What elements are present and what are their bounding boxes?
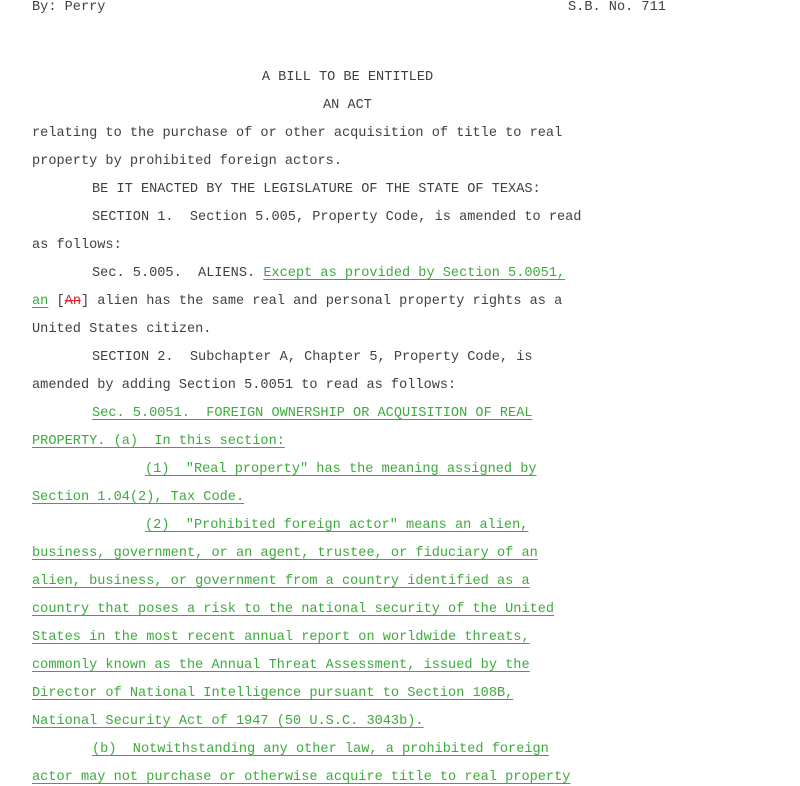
new-text-line: Section 1.04(2), Tax Code. bbox=[32, 490, 245, 505]
new-text-line: (b) Notwithstanding any other law, a prohibited foreign bbox=[92, 742, 549, 757]
act-title: AN ACT bbox=[323, 98, 372, 113]
new-text-line: country that poses a risk to the national security of the United bbox=[32, 602, 555, 617]
new-text-line: (1) "Real property" has the meaning assigned by bbox=[145, 462, 537, 477]
new-text-line: Sec. 5.0051. FOREIGN OWNERSHIP OR ACQUISITION OF REAL bbox=[92, 406, 533, 421]
enacting-clause: BE IT ENACTED BY THE LEGISLATURE OF THE STATE OF TEXAS: bbox=[92, 182, 541, 197]
new-text-line: commonly known as the Annual Threat Assessment, issued by the bbox=[32, 658, 530, 673]
section1-intro-line-1: SECTION 1. Section 5.005, Property Code, is amended to read bbox=[92, 210, 582, 225]
sec-5005-line-2 bbox=[32, 294, 562, 310]
new-text-line: States in the most recent annual report on worldwide threats, bbox=[32, 630, 530, 645]
sec-5005-rest: ] alien has the same real and personal property rights as a bbox=[80, 294, 563, 309]
new-text-line: Director of National Intelligence pursuant to Section 108B, bbox=[32, 686, 514, 701]
section2-intro-line-1: SECTION 2. Subchapter A, Chapter 5, Property Code, is bbox=[92, 350, 533, 365]
inserted-text: an bbox=[32, 294, 49, 309]
inserted-text: Except as provided by Section 5.0051, bbox=[263, 266, 566, 281]
new-text-line: (2) "Prohibited foreign actor" means an alien, bbox=[145, 518, 529, 533]
new-text-line: actor may not purchase or otherwise acquire title to real property bbox=[32, 770, 571, 785]
new-text-line: PROPERTY. (a) In this section: bbox=[32, 434, 285, 449]
section1-intro-line-2: as follows: bbox=[32, 238, 122, 253]
sec-5005-line-1 bbox=[92, 266, 565, 282]
new-text-line: business, government, or an agent, trustee, or fiduciary of an bbox=[32, 546, 538, 561]
bill-title: A BILL TO BE ENTITLED bbox=[261, 70, 434, 85]
sec-5005-heading: Sec. 5.005. ALIENS. bbox=[92, 266, 264, 281]
author-line: By: Perry bbox=[32, 0, 106, 15]
caption-line-1: relating to the purchase of or other acquisition of title to real bbox=[32, 126, 563, 141]
section2-intro-line-2: amended by adding Section 5.0051 to read as follows: bbox=[32, 378, 457, 393]
new-text-line: National Security Act of 1947 (50 U.S.C. 3043b). bbox=[32, 714, 424, 729]
bracket-open: [ bbox=[48, 294, 65, 309]
deleted-text: An bbox=[64, 294, 81, 309]
bill-number: S.B. No. 711 bbox=[568, 0, 666, 15]
new-text-line: alien, business, or government from a country identified as a bbox=[32, 574, 530, 589]
sec-5005-line-3: United States citizen. bbox=[32, 322, 212, 337]
caption-line-2: property by prohibited foreign actors. bbox=[32, 154, 342, 169]
